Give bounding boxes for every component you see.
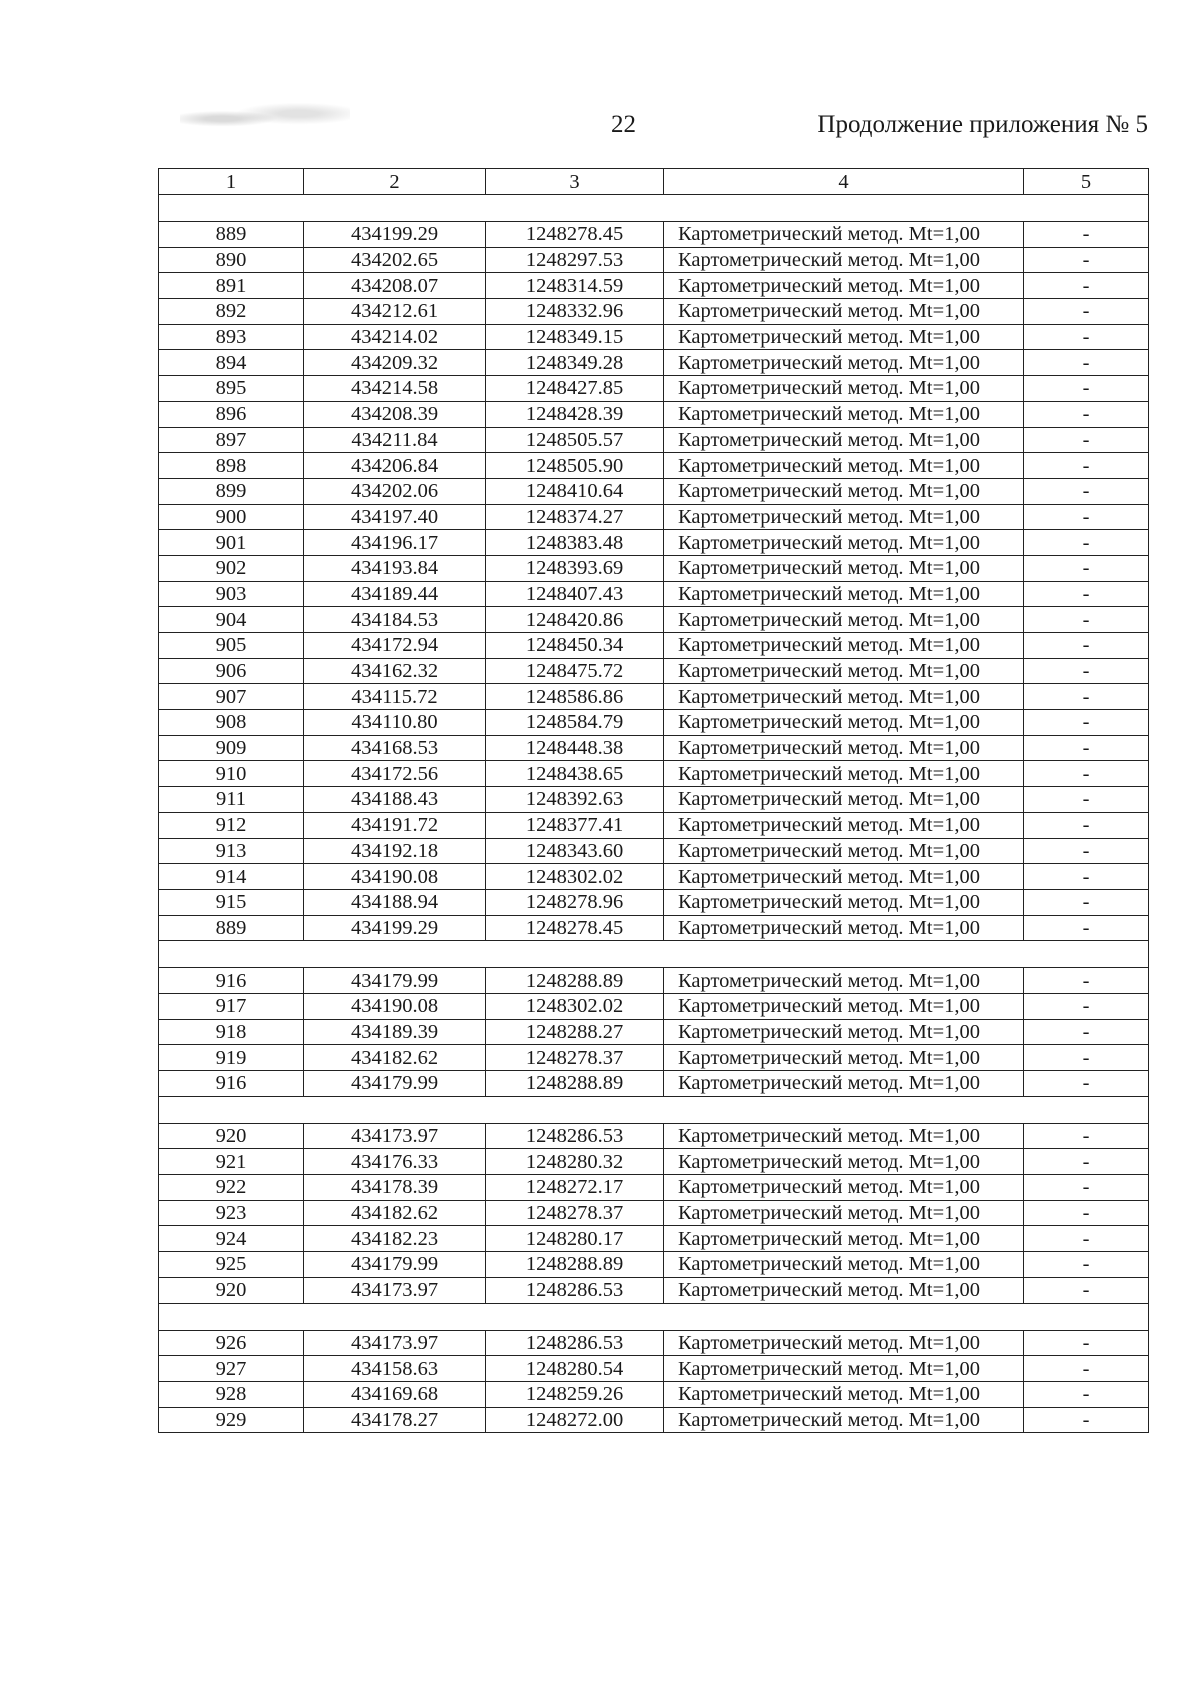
y-coordinate-cell: 1248278.45 bbox=[486, 222, 664, 248]
table-row bbox=[159, 530, 1149, 556]
y-coordinate-cell: 1248288.27 bbox=[486, 1019, 664, 1045]
x-coordinate-cell: 434182.23 bbox=[304, 1226, 486, 1252]
method-cell: Картометрический метод. Mt=1,00 bbox=[664, 864, 1024, 890]
point-number-cell: 921 bbox=[159, 1149, 304, 1175]
y-coordinate-cell: 1248278.96 bbox=[486, 889, 664, 915]
note-cell: - bbox=[1024, 864, 1149, 890]
y-coordinate-cell: 1248286.53 bbox=[486, 1277, 664, 1303]
point-number-cell: 897 bbox=[159, 427, 304, 453]
note-cell: - bbox=[1024, 581, 1149, 607]
method-cell: Картометрический метод. Mt=1,00 bbox=[664, 1045, 1024, 1071]
table-row bbox=[159, 761, 1149, 787]
x-coordinate-cell: 434196.17 bbox=[304, 530, 486, 556]
x-coordinate-cell: 434202.65 bbox=[304, 247, 486, 273]
y-coordinate-cell: 1248438.65 bbox=[486, 761, 664, 787]
point-number-cell: 914 bbox=[159, 864, 304, 890]
y-coordinate-cell: 1248297.53 bbox=[486, 247, 664, 273]
y-coordinate-cell: 1248505.90 bbox=[486, 453, 664, 479]
table-row bbox=[159, 838, 1149, 864]
x-coordinate-cell: 434188.43 bbox=[304, 787, 486, 813]
note-cell: - bbox=[1024, 915, 1149, 941]
note-cell: - bbox=[1024, 1381, 1149, 1407]
x-coordinate-cell: 434115.72 bbox=[304, 684, 486, 710]
y-coordinate-cell: 1248428.39 bbox=[486, 401, 664, 427]
y-coordinate-cell: 1248584.79 bbox=[486, 710, 664, 736]
note-cell: - bbox=[1024, 401, 1149, 427]
point-number-cell: 916 bbox=[159, 968, 304, 994]
table-row bbox=[159, 1330, 1149, 1356]
method-cell: Картометрический метод. Mt=1,00 bbox=[664, 401, 1024, 427]
y-coordinate-cell: 1248280.32 bbox=[486, 1149, 664, 1175]
method-cell: Картометрический метод. Mt=1,00 bbox=[664, 273, 1024, 299]
method-cell: Картометрический метод. Mt=1,00 bbox=[664, 427, 1024, 453]
point-number-cell: 924 bbox=[159, 1226, 304, 1252]
table-row bbox=[159, 1252, 1149, 1278]
note-cell: - bbox=[1024, 1123, 1149, 1149]
point-number-cell: 908 bbox=[159, 710, 304, 736]
table-row bbox=[159, 1175, 1149, 1201]
point-number-cell: 890 bbox=[159, 247, 304, 273]
method-cell: Картометрический метод. Mt=1,00 bbox=[664, 968, 1024, 994]
y-coordinate-cell: 1248349.15 bbox=[486, 324, 664, 350]
note-cell: - bbox=[1024, 968, 1149, 994]
method-cell: Картометрический метод. Mt=1,00 bbox=[664, 1356, 1024, 1382]
table-row bbox=[159, 968, 1149, 994]
method-cell: Картометрический метод. Mt=1,00 bbox=[664, 1200, 1024, 1226]
x-coordinate-cell: 434158.63 bbox=[304, 1356, 486, 1382]
x-coordinate-cell: 434214.58 bbox=[304, 376, 486, 402]
table-row bbox=[159, 1045, 1149, 1071]
note-cell: - bbox=[1024, 633, 1149, 659]
x-coordinate-cell: 434208.07 bbox=[304, 273, 486, 299]
y-coordinate-cell: 1248332.96 bbox=[486, 299, 664, 325]
point-number-cell: 929 bbox=[159, 1407, 304, 1433]
x-coordinate-cell: 434168.53 bbox=[304, 735, 486, 761]
x-coordinate-cell: 434190.08 bbox=[304, 864, 486, 890]
point-number-cell: 906 bbox=[159, 658, 304, 684]
method-cell: Картометрический метод. Mt=1,00 bbox=[664, 299, 1024, 325]
note-cell: - bbox=[1024, 684, 1149, 710]
note-cell: - bbox=[1024, 222, 1149, 248]
note-cell: - bbox=[1024, 710, 1149, 736]
table-row bbox=[159, 453, 1149, 479]
x-coordinate-cell: 434192.18 bbox=[304, 838, 486, 864]
point-number-cell: 920 bbox=[159, 1277, 304, 1303]
table-row bbox=[159, 787, 1149, 813]
y-coordinate-cell: 1248475.72 bbox=[486, 658, 664, 684]
method-cell: Картометрический метод. Mt=1,00 bbox=[664, 1019, 1024, 1045]
method-cell: Картометрический метод. Mt=1,00 bbox=[664, 530, 1024, 556]
note-cell: - bbox=[1024, 761, 1149, 787]
note-cell: - bbox=[1024, 1175, 1149, 1201]
column-header: 3 bbox=[486, 169, 664, 195]
y-coordinate-cell: 1248393.69 bbox=[486, 555, 664, 581]
method-cell: Картометрический метод. Mt=1,00 bbox=[664, 633, 1024, 659]
y-coordinate-cell: 1248450.34 bbox=[486, 633, 664, 659]
page-number: 22 bbox=[611, 111, 636, 138]
x-coordinate-cell: 434188.94 bbox=[304, 889, 486, 915]
y-coordinate-cell: 1248410.64 bbox=[486, 478, 664, 504]
note-cell: - bbox=[1024, 1330, 1149, 1356]
x-coordinate-cell: 434214.02 bbox=[304, 324, 486, 350]
table-row bbox=[159, 376, 1149, 402]
x-coordinate-cell: 434179.99 bbox=[304, 1252, 486, 1278]
note-cell: - bbox=[1024, 812, 1149, 838]
y-coordinate-cell: 1248448.38 bbox=[486, 735, 664, 761]
note-cell: - bbox=[1024, 555, 1149, 581]
table-row bbox=[159, 1019, 1149, 1045]
x-coordinate-cell: 434176.33 bbox=[304, 1149, 486, 1175]
note-cell: - bbox=[1024, 478, 1149, 504]
point-number-cell: 903 bbox=[159, 581, 304, 607]
table-row bbox=[159, 427, 1149, 453]
table-row bbox=[159, 710, 1149, 736]
note-cell: - bbox=[1024, 1356, 1149, 1382]
point-number-cell: 889 bbox=[159, 222, 304, 248]
note-cell: - bbox=[1024, 1407, 1149, 1433]
method-cell: Картометрический метод. Mt=1,00 bbox=[664, 1381, 1024, 1407]
section-separator-cell bbox=[159, 941, 1149, 968]
y-coordinate-cell: 1248383.48 bbox=[486, 530, 664, 556]
method-cell: Картометрический метод. Mt=1,00 bbox=[664, 1071, 1024, 1097]
table-row bbox=[159, 658, 1149, 684]
note-cell: - bbox=[1024, 658, 1149, 684]
method-cell: Картометрический метод. Mt=1,00 bbox=[664, 915, 1024, 941]
section-separator-row bbox=[159, 195, 1149, 222]
point-number-cell: 893 bbox=[159, 324, 304, 350]
point-number-cell: 889 bbox=[159, 915, 304, 941]
note-cell: - bbox=[1024, 607, 1149, 633]
column-header: 5 bbox=[1024, 169, 1149, 195]
x-coordinate-cell: 434182.62 bbox=[304, 1200, 486, 1226]
y-coordinate-cell: 1248280.17 bbox=[486, 1226, 664, 1252]
coordinates-table-body bbox=[159, 169, 1149, 1433]
section-separator-row bbox=[159, 1303, 1149, 1330]
table-row bbox=[159, 324, 1149, 350]
method-cell: Картометрический метод. Mt=1,00 bbox=[664, 376, 1024, 402]
table-row bbox=[159, 889, 1149, 915]
method-cell: Картометрический метод. Mt=1,00 bbox=[664, 222, 1024, 248]
note-cell: - bbox=[1024, 1200, 1149, 1226]
y-coordinate-cell: 1248420.86 bbox=[486, 607, 664, 633]
x-coordinate-cell: 434173.97 bbox=[304, 1123, 486, 1149]
table-row bbox=[159, 401, 1149, 427]
x-coordinate-cell: 434202.06 bbox=[304, 478, 486, 504]
point-number-cell: 902 bbox=[159, 555, 304, 581]
y-coordinate-cell: 1248278.37 bbox=[486, 1200, 664, 1226]
method-cell: Картометрический метод. Mt=1,00 bbox=[664, 838, 1024, 864]
note-cell: - bbox=[1024, 1277, 1149, 1303]
y-coordinate-cell: 1248505.57 bbox=[486, 427, 664, 453]
point-number-cell: 911 bbox=[159, 787, 304, 813]
x-coordinate-cell: 434173.97 bbox=[304, 1277, 486, 1303]
note-cell: - bbox=[1024, 273, 1149, 299]
y-coordinate-cell: 1248286.53 bbox=[486, 1123, 664, 1149]
column-header: 2 bbox=[304, 169, 486, 195]
point-number-cell: 917 bbox=[159, 993, 304, 1019]
table-row bbox=[159, 555, 1149, 581]
x-coordinate-cell: 434191.72 bbox=[304, 812, 486, 838]
table-row bbox=[159, 1200, 1149, 1226]
x-coordinate-cell: 434173.97 bbox=[304, 1330, 486, 1356]
note-cell: - bbox=[1024, 453, 1149, 479]
note-cell: - bbox=[1024, 889, 1149, 915]
y-coordinate-cell: 1248586.86 bbox=[486, 684, 664, 710]
note-cell: - bbox=[1024, 1019, 1149, 1045]
y-coordinate-cell: 1248427.85 bbox=[486, 376, 664, 402]
coordinates-table bbox=[158, 168, 1149, 1433]
page-heading: Продолжение приложения № 5 bbox=[817, 111, 1148, 138]
note-cell: - bbox=[1024, 324, 1149, 350]
method-cell: Картометрический метод. Mt=1,00 bbox=[664, 453, 1024, 479]
point-number-cell: 901 bbox=[159, 530, 304, 556]
method-cell: Картометрический метод. Mt=1,00 bbox=[664, 247, 1024, 273]
y-coordinate-cell: 1248286.53 bbox=[486, 1330, 664, 1356]
table-row bbox=[159, 581, 1149, 607]
method-cell: Картометрический метод. Mt=1,00 bbox=[664, 1252, 1024, 1278]
x-coordinate-cell: 434189.39 bbox=[304, 1019, 486, 1045]
point-number-cell: 905 bbox=[159, 633, 304, 659]
point-number-cell: 891 bbox=[159, 273, 304, 299]
section-separator-cell bbox=[159, 1096, 1149, 1123]
note-cell: - bbox=[1024, 1252, 1149, 1278]
point-number-cell: 900 bbox=[159, 504, 304, 530]
scan-smudge bbox=[180, 100, 350, 134]
point-number-cell: 898 bbox=[159, 453, 304, 479]
method-cell: Картометрический метод. Mt=1,00 bbox=[664, 684, 1024, 710]
x-coordinate-cell: 434190.08 bbox=[304, 993, 486, 1019]
table-row bbox=[159, 864, 1149, 890]
table-row bbox=[159, 299, 1149, 325]
point-number-cell: 920 bbox=[159, 1123, 304, 1149]
y-coordinate-cell: 1248288.89 bbox=[486, 1071, 664, 1097]
y-coordinate-cell: 1248374.27 bbox=[486, 504, 664, 530]
y-coordinate-cell: 1248407.43 bbox=[486, 581, 664, 607]
method-cell: Картометрический метод. Mt=1,00 bbox=[664, 504, 1024, 530]
point-number-cell: 918 bbox=[159, 1019, 304, 1045]
method-cell: Картометрический метод. Mt=1,00 bbox=[664, 735, 1024, 761]
y-coordinate-cell: 1248302.02 bbox=[486, 993, 664, 1019]
table-row bbox=[159, 350, 1149, 376]
y-coordinate-cell: 1248288.89 bbox=[486, 1252, 664, 1278]
section-separator-row bbox=[159, 1096, 1149, 1123]
x-coordinate-cell: 434199.29 bbox=[304, 222, 486, 248]
method-cell: Картометрический метод. Mt=1,00 bbox=[664, 1175, 1024, 1201]
point-number-cell: 910 bbox=[159, 761, 304, 787]
y-coordinate-cell: 1248343.60 bbox=[486, 838, 664, 864]
note-cell: - bbox=[1024, 247, 1149, 273]
y-coordinate-cell: 1248278.37 bbox=[486, 1045, 664, 1071]
x-coordinate-cell: 434184.53 bbox=[304, 607, 486, 633]
table-row bbox=[159, 1381, 1149, 1407]
column-header: 4 bbox=[664, 169, 1024, 195]
table-row bbox=[159, 993, 1149, 1019]
x-coordinate-cell: 434193.84 bbox=[304, 555, 486, 581]
point-number-cell: 913 bbox=[159, 838, 304, 864]
table-row bbox=[159, 1277, 1149, 1303]
table-row bbox=[159, 607, 1149, 633]
method-cell: Картометрический метод. Mt=1,00 bbox=[664, 1226, 1024, 1252]
x-coordinate-cell: 434169.68 bbox=[304, 1381, 486, 1407]
method-cell: Картометрический метод. Mt=1,00 bbox=[664, 607, 1024, 633]
x-coordinate-cell: 434172.56 bbox=[304, 761, 486, 787]
point-number-cell: 923 bbox=[159, 1200, 304, 1226]
x-coordinate-cell: 434182.62 bbox=[304, 1045, 486, 1071]
note-cell: - bbox=[1024, 1071, 1149, 1097]
note-cell: - bbox=[1024, 299, 1149, 325]
note-cell: - bbox=[1024, 1045, 1149, 1071]
section-separator-cell bbox=[159, 195, 1149, 222]
table-row bbox=[159, 684, 1149, 710]
table-row bbox=[159, 1356, 1149, 1382]
x-coordinate-cell: 434212.61 bbox=[304, 299, 486, 325]
point-number-cell: 926 bbox=[159, 1330, 304, 1356]
x-coordinate-cell: 434110.80 bbox=[304, 710, 486, 736]
x-coordinate-cell: 434206.84 bbox=[304, 453, 486, 479]
y-coordinate-cell: 1248259.26 bbox=[486, 1381, 664, 1407]
method-cell: Картометрический метод. Mt=1,00 bbox=[664, 812, 1024, 838]
x-coordinate-cell: 434172.94 bbox=[304, 633, 486, 659]
method-cell: Картометрический метод. Mt=1,00 bbox=[664, 889, 1024, 915]
x-coordinate-cell: 434179.99 bbox=[304, 968, 486, 994]
x-coordinate-cell: 434179.99 bbox=[304, 1071, 486, 1097]
table-row bbox=[159, 1123, 1149, 1149]
method-cell: Картометрический метод. Mt=1,00 bbox=[664, 993, 1024, 1019]
table-row bbox=[159, 222, 1149, 248]
point-number-cell: 895 bbox=[159, 376, 304, 402]
table-row bbox=[159, 504, 1149, 530]
note-cell: - bbox=[1024, 735, 1149, 761]
note-cell: - bbox=[1024, 993, 1149, 1019]
note-cell: - bbox=[1024, 350, 1149, 376]
point-number-cell: 909 bbox=[159, 735, 304, 761]
y-coordinate-cell: 1248278.45 bbox=[486, 915, 664, 941]
y-coordinate-cell: 1248288.89 bbox=[486, 968, 664, 994]
table-row bbox=[159, 1407, 1149, 1433]
x-coordinate-cell: 434211.84 bbox=[304, 427, 486, 453]
point-number-cell: 922 bbox=[159, 1175, 304, 1201]
column-header: 1 bbox=[159, 169, 304, 195]
table-row bbox=[159, 735, 1149, 761]
x-coordinate-cell: 434199.29 bbox=[304, 915, 486, 941]
method-cell: Картометрический метод. Mt=1,00 bbox=[664, 350, 1024, 376]
table-row bbox=[159, 247, 1149, 273]
note-cell: - bbox=[1024, 838, 1149, 864]
section-separator-cell bbox=[159, 1303, 1149, 1330]
x-coordinate-cell: 434209.32 bbox=[304, 350, 486, 376]
point-number-cell: 899 bbox=[159, 478, 304, 504]
y-coordinate-cell: 1248314.59 bbox=[486, 273, 664, 299]
table-row bbox=[159, 478, 1149, 504]
table-row bbox=[159, 633, 1149, 659]
note-cell: - bbox=[1024, 787, 1149, 813]
method-cell: Картометрический метод. Mt=1,00 bbox=[664, 761, 1024, 787]
point-number-cell: 919 bbox=[159, 1045, 304, 1071]
method-cell: Картометрический метод. Mt=1,00 bbox=[664, 1330, 1024, 1356]
note-cell: - bbox=[1024, 504, 1149, 530]
point-number-cell: 896 bbox=[159, 401, 304, 427]
note-cell: - bbox=[1024, 427, 1149, 453]
y-coordinate-cell: 1248272.00 bbox=[486, 1407, 664, 1433]
x-coordinate-cell: 434197.40 bbox=[304, 504, 486, 530]
method-cell: Картометрический метод. Mt=1,00 bbox=[664, 710, 1024, 736]
y-coordinate-cell: 1248302.02 bbox=[486, 864, 664, 890]
point-number-cell: 927 bbox=[159, 1356, 304, 1382]
method-cell: Картометрический метод. Mt=1,00 bbox=[664, 1123, 1024, 1149]
table-row bbox=[159, 273, 1149, 299]
point-number-cell: 915 bbox=[159, 889, 304, 915]
method-cell: Картометрический метод. Mt=1,00 bbox=[664, 324, 1024, 350]
point-number-cell: 925 bbox=[159, 1252, 304, 1278]
method-cell: Картометрический метод. Mt=1,00 bbox=[664, 1277, 1024, 1303]
method-cell: Картометрический метод. Mt=1,00 bbox=[664, 1407, 1024, 1433]
table-row bbox=[159, 812, 1149, 838]
y-coordinate-cell: 1248280.54 bbox=[486, 1356, 664, 1382]
x-coordinate-cell: 434208.39 bbox=[304, 401, 486, 427]
note-cell: - bbox=[1024, 1149, 1149, 1175]
y-coordinate-cell: 1248377.41 bbox=[486, 812, 664, 838]
note-cell: - bbox=[1024, 376, 1149, 402]
y-coordinate-cell: 1248392.63 bbox=[486, 787, 664, 813]
x-coordinate-cell: 434178.39 bbox=[304, 1175, 486, 1201]
table-row bbox=[159, 915, 1149, 941]
point-number-cell: 907 bbox=[159, 684, 304, 710]
method-cell: Картометрический метод. Mt=1,00 bbox=[664, 555, 1024, 581]
note-cell: - bbox=[1024, 1226, 1149, 1252]
table-row bbox=[159, 1149, 1149, 1175]
point-number-cell: 912 bbox=[159, 812, 304, 838]
point-number-cell: 916 bbox=[159, 1071, 304, 1097]
table-row bbox=[159, 1226, 1149, 1252]
y-coordinate-cell: 1248272.17 bbox=[486, 1175, 664, 1201]
header-row bbox=[159, 169, 1149, 195]
note-cell: - bbox=[1024, 530, 1149, 556]
x-coordinate-cell: 434189.44 bbox=[304, 581, 486, 607]
x-coordinate-cell: 434162.32 bbox=[304, 658, 486, 684]
method-cell: Картометрический метод. Mt=1,00 bbox=[664, 478, 1024, 504]
section-separator-row bbox=[159, 941, 1149, 968]
x-coordinate-cell: 434178.27 bbox=[304, 1407, 486, 1433]
method-cell: Картометрический метод. Mt=1,00 bbox=[664, 1149, 1024, 1175]
table-row bbox=[159, 1071, 1149, 1097]
method-cell: Картометрический метод. Mt=1,00 bbox=[664, 581, 1024, 607]
method-cell: Картометрический метод. Mt=1,00 bbox=[664, 787, 1024, 813]
y-coordinate-cell: 1248349.28 bbox=[486, 350, 664, 376]
point-number-cell: 928 bbox=[159, 1381, 304, 1407]
method-cell: Картометрический метод. Mt=1,00 bbox=[664, 658, 1024, 684]
point-number-cell: 894 bbox=[159, 350, 304, 376]
point-number-cell: 904 bbox=[159, 607, 304, 633]
point-number-cell: 892 bbox=[159, 299, 304, 325]
